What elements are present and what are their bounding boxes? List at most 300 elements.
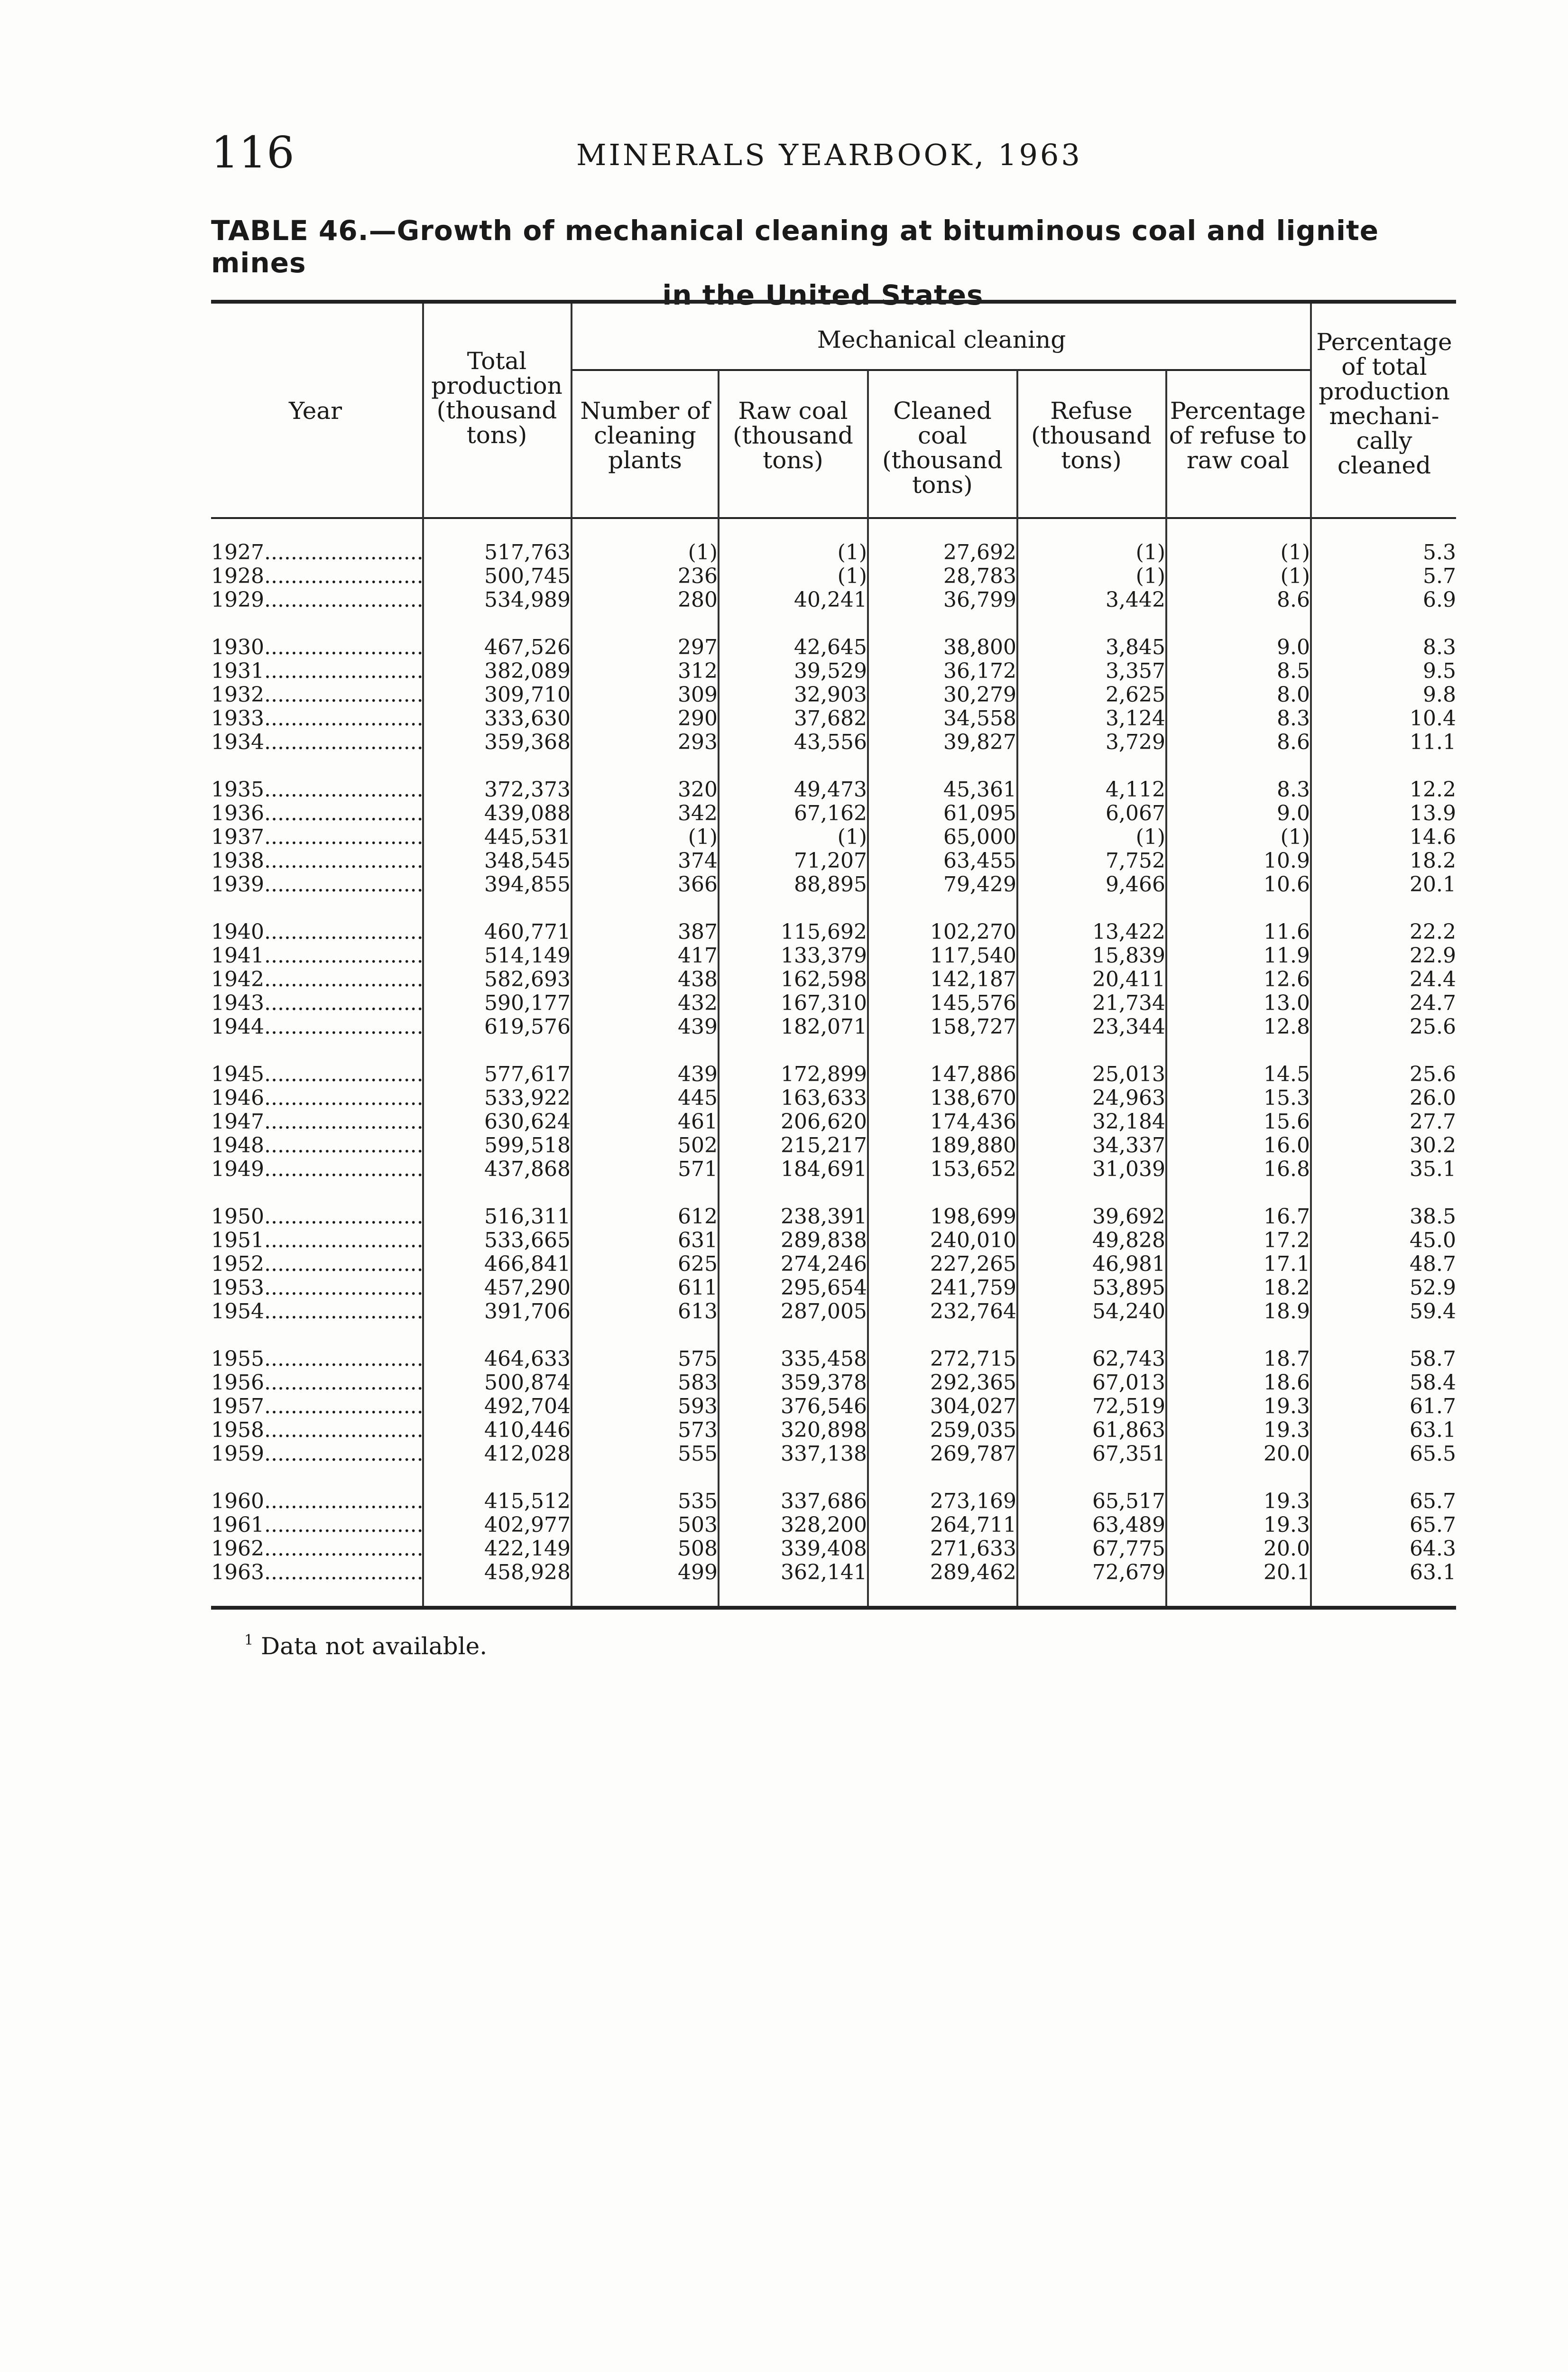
value-cell: 312: [678, 659, 718, 683]
value-cell: 514,149: [484, 944, 571, 968]
table-row: [211, 1015, 1456, 1039]
value-cell: 273,169: [930, 1489, 1016, 1513]
value-cell: 499: [678, 1560, 718, 1584]
year-cell: 1938........................: [211, 849, 424, 873]
value-cell: 503: [678, 1513, 718, 1537]
value-cell: 631: [678, 1228, 718, 1252]
value-cell: 133,379: [781, 944, 867, 968]
value-cell: 500,745: [484, 564, 571, 588]
value-cell: 11.1: [1410, 730, 1456, 754]
value-cell: 24.4: [1410, 967, 1456, 991]
header-mechanical-cleaning: Mechanical cleaning: [817, 326, 1066, 353]
value-cell: 102,270: [930, 920, 1016, 944]
value-cell: 65,517: [1092, 1489, 1165, 1513]
value-cell: 23,344: [1092, 1015, 1165, 1039]
value-cell: 337,686: [781, 1489, 867, 1513]
value-cell: 18.7: [1264, 1347, 1310, 1371]
value-cell: 182,071: [781, 1015, 867, 1039]
value-cell: 8.3: [1423, 635, 1456, 659]
group-spacer: [211, 1039, 1456, 1063]
value-cell: 61.7: [1410, 1394, 1456, 1418]
value-cell: 3,124: [1106, 706, 1165, 731]
value-cell: 71,207: [794, 849, 867, 873]
value-cell: 31,039: [1092, 1157, 1165, 1181]
table-row: [211, 1205, 1456, 1229]
value-cell: 28,783: [943, 564, 1016, 588]
table-row: [211, 1537, 1456, 1561]
table-row: [211, 1395, 1456, 1418]
value-cell: 417: [678, 944, 718, 968]
table-row: [211, 636, 1456, 659]
value-cell: 339,408: [781, 1537, 867, 1561]
value-cell: 619,576: [484, 1015, 571, 1039]
header-refuse-percentage: Percentage of refuse to raw coal: [1169, 397, 1307, 474]
table-row: [211, 991, 1456, 1015]
value-cell: 215,217: [781, 1133, 867, 1158]
value-cell: 577,617: [484, 1062, 571, 1086]
value-cell: 145,576: [930, 991, 1016, 1015]
value-cell: 26.0: [1410, 1086, 1456, 1110]
value-cell: 516,311: [484, 1205, 571, 1229]
value-cell: 387: [678, 920, 718, 944]
value-cell: 10.9: [1264, 849, 1310, 873]
header-bottom-rule: [211, 517, 1456, 519]
value-cell: 65.5: [1410, 1442, 1456, 1466]
year-cell: 1963........................: [211, 1560, 424, 1584]
value-cell: (1): [1280, 564, 1310, 588]
value-cell: 445,531: [484, 825, 571, 849]
table-row: [211, 659, 1456, 683]
value-cell: 6.9: [1423, 588, 1456, 612]
group-spacer: [211, 1324, 1456, 1347]
year-cell: 1929........................: [211, 588, 424, 612]
value-cell: 10.4: [1410, 706, 1456, 731]
value-cell: 467,526: [484, 635, 571, 659]
value-cell: 20.1: [1264, 1560, 1310, 1584]
value-cell: 49,473: [794, 778, 867, 802]
value-cell: 72,519: [1092, 1394, 1165, 1418]
value-cell: 320: [678, 778, 718, 802]
value-cell: 432: [678, 991, 718, 1015]
value-cell: 292,365: [930, 1371, 1016, 1395]
table-row: [211, 802, 1456, 825]
value-cell: 206,620: [781, 1110, 867, 1134]
value-cell: 590,177: [484, 991, 571, 1015]
value-cell: (1): [688, 825, 718, 849]
value-cell: 439,088: [484, 801, 571, 825]
value-cell: 63.1: [1410, 1560, 1456, 1584]
value-cell: 65,000: [943, 825, 1016, 849]
value-cell: 13,422: [1092, 920, 1165, 944]
value-cell: 79,429: [943, 872, 1016, 897]
value-cell: 630,624: [484, 1110, 571, 1134]
value-cell: 27.7: [1410, 1110, 1456, 1134]
year-cell: 1928........................: [211, 564, 424, 588]
value-cell: 32,184: [1092, 1110, 1165, 1134]
value-cell: 172,899: [781, 1062, 867, 1086]
value-cell: 437,868: [484, 1157, 571, 1181]
value-cell: 18.9: [1264, 1299, 1310, 1324]
value-cell: (1): [1135, 540, 1165, 565]
value-cell: (1): [837, 540, 867, 565]
value-cell: 9,466: [1106, 872, 1165, 897]
value-cell: 20.1: [1410, 872, 1456, 897]
header-refuse: Refuse (thousand tons): [1031, 397, 1152, 474]
value-cell: 309,710: [484, 683, 571, 707]
value-cell: 25,013: [1092, 1062, 1165, 1086]
value-cell: 20.0: [1264, 1442, 1310, 1466]
year-cell: 1930........................: [211, 635, 424, 659]
value-cell: 625: [678, 1252, 718, 1276]
year-cell: 1939........................: [211, 872, 424, 897]
value-cell: 374: [678, 849, 718, 873]
table-top-rule: [211, 300, 1456, 304]
value-cell: 366: [678, 872, 718, 897]
year-cell: 1943........................: [211, 991, 424, 1015]
value-cell: 583: [678, 1371, 718, 1395]
year-cell: 1952........................: [211, 1252, 424, 1276]
table-row: [211, 1134, 1456, 1158]
value-cell: 16.8: [1264, 1157, 1310, 1181]
value-cell: 20.0: [1264, 1537, 1310, 1561]
value-cell: 402,977: [484, 1513, 571, 1537]
value-cell: 65.7: [1410, 1513, 1456, 1537]
value-cell: 500,874: [484, 1371, 571, 1395]
table-row: [211, 920, 1456, 944]
value-cell: 12.2: [1410, 778, 1456, 802]
value-cell: 236: [678, 564, 718, 588]
value-cell: 20,411: [1092, 967, 1165, 991]
value-cell: 138,670: [930, 1086, 1016, 1110]
year-cell: 1927........................: [211, 540, 424, 565]
footnote-marker: 1: [244, 1632, 254, 1649]
value-cell: 464,633: [484, 1347, 571, 1371]
value-cell: (1): [1280, 540, 1310, 565]
value-cell: 6,067: [1106, 801, 1165, 825]
value-cell: (1): [1135, 825, 1165, 849]
value-cell: 264,711: [930, 1513, 1016, 1537]
table-body: [211, 541, 1456, 1584]
value-cell: 259,035: [930, 1418, 1016, 1442]
value-cell: 575: [678, 1347, 718, 1371]
table-row: [211, 1110, 1456, 1134]
value-cell: 19.3: [1264, 1394, 1310, 1418]
value-cell: 439: [678, 1015, 718, 1039]
table-row: [211, 731, 1456, 754]
value-cell: 58.4: [1410, 1371, 1456, 1395]
value-cell: 458,928: [484, 1560, 571, 1584]
value-cell: 24.7: [1410, 991, 1456, 1015]
value-cell: 335,458: [781, 1347, 867, 1371]
table-row: [211, 541, 1456, 565]
table-row: [211, 1158, 1456, 1181]
value-cell: 304,027: [930, 1394, 1016, 1418]
value-cell: 394,855: [484, 872, 571, 897]
value-cell: 289,838: [781, 1228, 867, 1252]
table-row: [211, 1229, 1456, 1252]
value-cell: 337,138: [781, 1442, 867, 1466]
value-cell: 11.9: [1264, 944, 1310, 968]
value-cell: 163,633: [781, 1086, 867, 1110]
data-table: [211, 541, 1456, 1584]
year-cell: 1958........................: [211, 1418, 424, 1442]
table-row: [211, 683, 1456, 707]
year-cell: 1954........................: [211, 1299, 424, 1324]
value-cell: 54,240: [1092, 1299, 1165, 1324]
value-cell: 15.6: [1264, 1110, 1310, 1134]
value-cell: 88,895: [794, 872, 867, 897]
group-spacer: [211, 897, 1456, 920]
value-cell: 45,361: [943, 778, 1016, 802]
value-cell: 297: [678, 635, 718, 659]
value-cell: 359,378: [781, 1371, 867, 1395]
table-row: [211, 1442, 1456, 1466]
value-cell: 39,529: [794, 659, 867, 683]
table-title-line1: TABLE 46.—Growth of mechanical cleaning at bituminous coal and lignite mines: [211, 214, 1379, 279]
value-cell: 63.1: [1410, 1418, 1456, 1442]
value-cell: 9.8: [1423, 683, 1456, 707]
header-cleaned-coal: Cleaned coal (thousand tons): [882, 397, 1003, 499]
value-cell: 17.2: [1264, 1228, 1310, 1252]
value-cell: 30,279: [943, 683, 1016, 707]
value-cell: 19.3: [1264, 1418, 1310, 1442]
footnote-text: Data not available.: [261, 1632, 488, 1660]
year-cell: 1960........................: [211, 1489, 424, 1513]
table-row: [211, 968, 1456, 991]
table-row: [211, 1276, 1456, 1300]
value-cell: 21,734: [1092, 991, 1165, 1015]
value-cell: 3,845: [1106, 635, 1165, 659]
value-cell: 415,512: [484, 1489, 571, 1513]
table-row: [211, 1418, 1456, 1442]
table-row: [211, 778, 1456, 802]
value-cell: 333,630: [484, 706, 571, 731]
table-row: [211, 825, 1456, 849]
value-cell: 362,141: [781, 1560, 867, 1584]
year-cell: 1935........................: [211, 778, 424, 802]
value-cell: 65.7: [1410, 1489, 1456, 1513]
running-head: MINERALS YEARBOOK, 1963: [576, 138, 1082, 172]
value-cell: 271,633: [930, 1537, 1016, 1561]
table-bottom-rule: [211, 1606, 1456, 1610]
value-cell: 39,692: [1092, 1205, 1165, 1229]
value-cell: 241,759: [930, 1276, 1016, 1300]
value-cell: 9.5: [1423, 659, 1456, 683]
value-cell: 15.3: [1264, 1086, 1310, 1110]
value-cell: 18.2: [1410, 849, 1456, 873]
value-cell: 8.0: [1277, 683, 1310, 707]
value-cell: 5.7: [1423, 564, 1456, 588]
value-cell: 63,489: [1092, 1513, 1165, 1537]
value-cell: 147,886: [930, 1062, 1016, 1086]
value-cell: 573: [678, 1418, 718, 1442]
value-cell: 63,455: [943, 849, 1016, 873]
value-cell: 18.2: [1264, 1276, 1310, 1300]
value-cell: 67,013: [1092, 1371, 1165, 1395]
value-cell: 45.0: [1410, 1228, 1456, 1252]
value-cell: 611: [678, 1276, 718, 1300]
value-cell: 13.0: [1264, 991, 1310, 1015]
value-cell: 167,310: [781, 991, 867, 1015]
value-cell: 9.0: [1277, 635, 1310, 659]
header-percentage-cleaned: Percentage of total production mechani-cally cleaned: [1316, 328, 1452, 479]
value-cell: 158,727: [930, 1015, 1016, 1039]
value-cell: 272,715: [930, 1347, 1016, 1371]
value-cell: 227,265: [930, 1252, 1016, 1276]
value-cell: 16.0: [1264, 1133, 1310, 1158]
year-cell: 1945........................: [211, 1062, 424, 1086]
value-cell: 12.6: [1264, 967, 1310, 991]
year-cell: 1931........................: [211, 659, 424, 683]
value-cell: 8.6: [1277, 730, 1310, 754]
value-cell: 48.7: [1410, 1252, 1456, 1276]
value-cell: (1): [688, 540, 718, 565]
table-title: [211, 214, 1463, 311]
group-spacer: [211, 612, 1456, 636]
value-cell: 49,828: [1092, 1228, 1165, 1252]
footnote: [244, 1632, 487, 1660]
value-cell: 117,540: [930, 944, 1016, 968]
value-cell: (1): [1135, 564, 1165, 588]
year-cell: 1961........................: [211, 1513, 424, 1537]
value-cell: (1): [837, 564, 867, 588]
value-cell: 612: [678, 1205, 718, 1229]
value-cell: 72,679: [1092, 1560, 1165, 1584]
group-header-rule: [572, 369, 1310, 371]
value-cell: 42,645: [794, 635, 867, 659]
value-cell: 320,898: [781, 1418, 867, 1442]
value-cell: 293: [678, 730, 718, 754]
value-cell: 67,775: [1092, 1537, 1165, 1561]
value-cell: 571: [678, 1157, 718, 1181]
table-row: [211, 707, 1456, 731]
value-cell: 232,764: [930, 1299, 1016, 1324]
year-cell: 1937........................: [211, 825, 424, 849]
year-cell: 1936........................: [211, 801, 424, 825]
value-cell: 174,436: [930, 1110, 1016, 1134]
value-cell: 466,841: [484, 1252, 571, 1276]
value-cell: 39,827: [943, 730, 1016, 754]
header-cleaning-plants: Number of cleaning plants: [580, 397, 710, 474]
value-cell: 342: [678, 801, 718, 825]
year-cell: 1932........................: [211, 683, 424, 707]
year-cell: 1957........................: [211, 1394, 424, 1418]
value-cell: 184,691: [781, 1157, 867, 1181]
year-cell: 1941........................: [211, 944, 424, 968]
value-cell: 38,800: [943, 635, 1016, 659]
table-row: [211, 1561, 1456, 1584]
value-cell: 517,763: [484, 540, 571, 565]
table-row: [211, 849, 1456, 873]
value-cell: 445: [678, 1086, 718, 1110]
table-row: [211, 565, 1456, 588]
year-cell: 1942........................: [211, 967, 424, 991]
value-cell: 34,337: [1092, 1133, 1165, 1158]
value-cell: 38.5: [1410, 1205, 1456, 1229]
year-cell: 1962........................: [211, 1537, 424, 1561]
header-total-production: Total production (thousand tons): [431, 347, 563, 449]
value-cell: 34,558: [943, 706, 1016, 731]
value-cell: 162,598: [781, 967, 867, 991]
value-cell: 11.6: [1264, 920, 1310, 944]
value-cell: 359,368: [484, 730, 571, 754]
value-cell: 295,654: [781, 1276, 867, 1300]
value-cell: 37,682: [794, 706, 867, 731]
header-year: Year: [289, 397, 342, 425]
table-row: [211, 1490, 1456, 1513]
value-cell: 290: [678, 706, 718, 731]
value-cell: 309: [678, 683, 718, 707]
value-cell: 457,290: [484, 1276, 571, 1300]
year-cell: 1946........................: [211, 1086, 424, 1110]
value-cell: 15,839: [1092, 944, 1165, 968]
value-cell: 189,880: [930, 1133, 1016, 1158]
value-cell: 14.5: [1264, 1062, 1310, 1086]
table-row: [211, 1513, 1456, 1537]
value-cell: 142,187: [930, 967, 1016, 991]
table-row: [211, 1086, 1456, 1110]
value-cell: 67,351: [1092, 1442, 1165, 1466]
value-cell: 555: [678, 1442, 718, 1466]
value-cell: 376,546: [781, 1394, 867, 1418]
year-cell: 1951........................: [211, 1228, 424, 1252]
value-cell: 492,704: [484, 1394, 571, 1418]
value-cell: 3,729: [1106, 730, 1165, 754]
value-cell: 9.0: [1277, 801, 1310, 825]
year-cell: 1956........................: [211, 1371, 424, 1395]
value-cell: 25.6: [1410, 1015, 1456, 1039]
value-cell: 599,518: [484, 1133, 571, 1158]
value-cell: 67,162: [794, 801, 867, 825]
value-cell: 461: [678, 1110, 718, 1134]
value-cell: (1): [1280, 825, 1310, 849]
year-cell: 1955........................: [211, 1347, 424, 1371]
value-cell: 53,895: [1092, 1276, 1165, 1300]
value-cell: 40,241: [794, 588, 867, 612]
value-cell: 198,699: [930, 1205, 1016, 1229]
group-spacer: [211, 754, 1456, 778]
group-spacer: [211, 1466, 1456, 1490]
value-cell: 502: [678, 1133, 718, 1158]
table-row: [211, 1252, 1456, 1276]
value-cell: 391,706: [484, 1299, 571, 1324]
year-cell: 1944........................: [211, 1015, 424, 1039]
value-cell: 14.6: [1410, 825, 1456, 849]
value-cell: 13.9: [1410, 801, 1456, 825]
value-cell: 8.5: [1277, 659, 1310, 683]
value-cell: 16.7: [1264, 1205, 1310, 1229]
value-cell: 12.8: [1264, 1015, 1310, 1039]
value-cell: 240,010: [930, 1228, 1016, 1252]
year-cell: 1949........................: [211, 1157, 424, 1181]
value-cell: 5.3: [1423, 540, 1456, 565]
value-cell: 46,981: [1092, 1252, 1165, 1276]
value-cell: 35.1: [1410, 1157, 1456, 1181]
value-cell: 372,373: [484, 778, 571, 802]
value-cell: 348,545: [484, 849, 571, 873]
table-row: [211, 944, 1456, 968]
value-cell: 3,442: [1106, 588, 1165, 612]
table-row: [211, 873, 1456, 897]
year-cell: 1959........................: [211, 1442, 424, 1466]
value-cell: 18.6: [1264, 1371, 1310, 1395]
value-cell: 30.2: [1410, 1133, 1456, 1158]
value-cell: 8.6: [1277, 588, 1310, 612]
table-row: [211, 1300, 1456, 1324]
value-cell: 59.4: [1410, 1299, 1456, 1324]
value-cell: 36,799: [943, 588, 1016, 612]
value-cell: 58.7: [1410, 1347, 1456, 1371]
